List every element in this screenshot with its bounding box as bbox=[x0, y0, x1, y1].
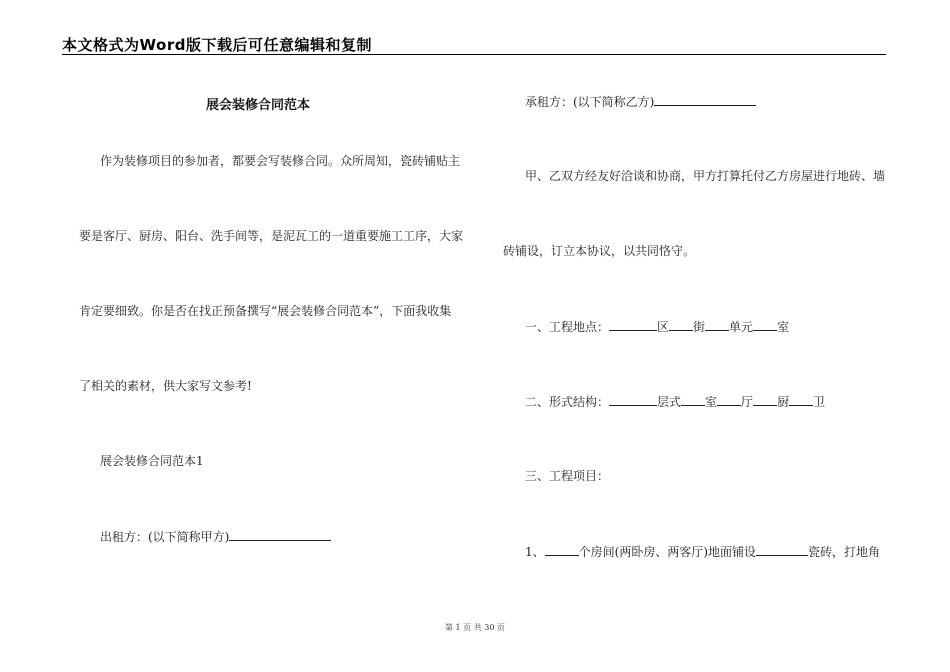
hall-label: 厅 bbox=[741, 395, 754, 409]
intro-line-2: 要是客厅、厨房、阳台、洗手间等，是泥瓦工的一道重要施工工序，大家 bbox=[79, 229, 464, 243]
floor-label: 层式 bbox=[657, 395, 682, 409]
bedroom-blank bbox=[681, 394, 705, 406]
room-blank bbox=[753, 319, 777, 331]
intro-line-3: 肯定要细致。你是否在找正预备撰写“展会装修合同范本”，下面我收集 bbox=[79, 304, 452, 318]
room-label: 室 bbox=[777, 320, 790, 334]
tile-blank bbox=[756, 544, 808, 556]
kitchen-blank bbox=[753, 394, 777, 406]
hall-blank bbox=[717, 394, 741, 406]
document-title: 展会装修合同范本 bbox=[206, 98, 311, 113]
district-blank bbox=[609, 319, 657, 331]
item-1-text-1: 个房间(两卧房、两客厅)地面铺设 bbox=[578, 545, 757, 559]
lessee-label: 承租方：(以下简称乙方) bbox=[525, 95, 655, 109]
district-label: 区 bbox=[657, 320, 670, 334]
bath-label: 卫 bbox=[813, 395, 826, 409]
intro-line-4: 了相关的素材，供大家写文参考! bbox=[79, 379, 252, 393]
street-blank bbox=[669, 319, 693, 331]
item-1-line bbox=[525, 544, 880, 559]
lessee-line bbox=[525, 94, 756, 109]
unit-blank bbox=[705, 319, 729, 331]
kitchen-label: 厨 bbox=[777, 395, 790, 409]
item-1-text-2: 瓷砖，打地角 bbox=[808, 545, 881, 559]
room-count-blank bbox=[545, 544, 579, 556]
agreement-line-1: 甲、乙双方经友好洽谈和协商，甲方打算托付乙方房屋进行地砖、墙 bbox=[525, 169, 886, 183]
project-items-heading: 三、工程项目： bbox=[525, 469, 610, 483]
structure-label: 二、形式结构： bbox=[525, 395, 610, 409]
lessor-blank bbox=[229, 529, 331, 541]
structure-line bbox=[525, 394, 825, 409]
lessee-blank bbox=[654, 94, 756, 106]
street-label: 街 bbox=[693, 320, 706, 334]
intro-line-1: 作为装修项目的参加者，都要会写装修合同。众所周知，瓷砖铺贴主 bbox=[100, 154, 461, 168]
lessor-label: 出租方：(以下简称甲方) bbox=[100, 530, 230, 544]
page-footer: 第 1 页 共 30 页 bbox=[445, 623, 505, 632]
project-location-line bbox=[525, 319, 789, 334]
lessor-line bbox=[100, 529, 331, 544]
document-header-title: 本文格式为Word版下载后可任意编辑和复制 bbox=[62, 36, 372, 54]
floor-blank bbox=[609, 394, 657, 406]
bedroom-label: 室 bbox=[705, 395, 718, 409]
header-divider bbox=[62, 54, 886, 55]
location-label: 一、工程地点： bbox=[525, 320, 610, 334]
section-subtitle: 展会装修合同范本1 bbox=[100, 454, 204, 468]
unit-label: 单元 bbox=[729, 320, 754, 334]
item-1-prefix: 1、 bbox=[525, 545, 545, 559]
agreement-line-2: 砖铺设，订立本协议，以共同恪守。 bbox=[503, 244, 696, 258]
bath-blank bbox=[789, 394, 813, 406]
